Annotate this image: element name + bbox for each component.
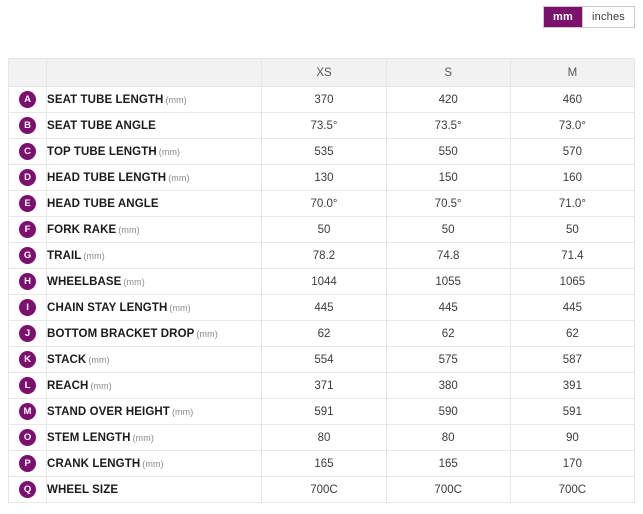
row-badge-cell (9, 243, 47, 269)
row-label: TRAIL (47, 249, 82, 262)
row-value-xs: 73.5° (262, 113, 386, 139)
row-label: SEAT TUBE LENGTH (47, 93, 164, 106)
row-value-m: 71.0° (510, 191, 634, 217)
row-unit: (mm) (132, 432, 154, 443)
row-badge-cell (9, 399, 47, 425)
row-badge-cell (9, 321, 47, 347)
row-label-cell (47, 321, 262, 347)
row-value-m: 700C (510, 477, 634, 503)
row-badge: J (19, 325, 36, 342)
row-value-s: 50 (386, 217, 510, 243)
row-badge: E (19, 195, 36, 212)
row-badge: G (19, 247, 36, 264)
row-unit: (mm) (123, 276, 145, 287)
table-row (9, 347, 635, 373)
row-label-cell (47, 269, 262, 295)
row-value-m: 1065 (510, 269, 634, 295)
table-row (9, 295, 635, 321)
row-value-s: 380 (386, 373, 510, 399)
table-row (9, 451, 635, 477)
row-unit: (mm) (142, 458, 164, 469)
row-label-cell (47, 243, 262, 269)
table-row (9, 217, 635, 243)
row-badge-cell (9, 295, 47, 321)
row-unit: (mm) (168, 172, 190, 183)
table-row (9, 87, 635, 113)
row-label-cell (47, 373, 262, 399)
row-unit: (mm) (83, 250, 105, 261)
row-value-xs: 62 (262, 321, 386, 347)
row-value-m: 591 (510, 399, 634, 425)
row-value-xs: 700C (262, 477, 386, 503)
row-unit: (mm) (171, 406, 194, 417)
row-badge: O (19, 429, 36, 446)
row-label-cell (47, 139, 262, 165)
unit-toggle-mm[interactable]: mm (544, 7, 582, 27)
row-unit: (mm) (158, 146, 181, 157)
row-value-xs: 445 (262, 295, 386, 321)
row-badge: H (19, 273, 36, 290)
row-value-xs: 371 (262, 373, 386, 399)
row-label: STACK (47, 353, 87, 366)
row-badge-cell (9, 347, 47, 373)
table-row (9, 321, 635, 347)
row-value-m: 90 (510, 425, 634, 451)
row-value-xs: 70.0° (262, 191, 386, 217)
table-row (9, 399, 635, 425)
row-unit: (mm) (90, 380, 112, 391)
row-label: BOTTOM BRACKET DROP (47, 327, 195, 340)
row-badge-cell (9, 217, 47, 243)
row-badge: F (19, 221, 36, 238)
row-value-m: 587 (510, 347, 634, 373)
row-badge: Q (19, 481, 36, 498)
row-label-cell (47, 217, 262, 243)
row-label: WHEELBASE (47, 275, 122, 288)
row-badge: B (19, 117, 36, 134)
row-badge-cell (9, 191, 47, 217)
row-value-s: 165 (386, 451, 510, 477)
row-label: HEAD TUBE LENGTH (47, 171, 167, 184)
row-value-s: 700C (386, 477, 510, 503)
row-unit: (mm) (196, 328, 218, 339)
row-value-m: 445 (510, 295, 634, 321)
row-value-m: 391 (510, 373, 634, 399)
row-label-cell (47, 113, 262, 139)
row-value-s: 1055 (386, 269, 510, 295)
row-unit: (mm) (169, 302, 191, 313)
table-row (9, 165, 635, 191)
row-label-cell (47, 347, 262, 373)
row-label: SEAT TUBE ANGLE (47, 119, 156, 132)
row-badge-cell (9, 477, 47, 503)
row-value-s: 550 (386, 139, 510, 165)
unit-toggle-inches[interactable]: inches (582, 7, 634, 27)
row-label: TOP TUBE LENGTH (47, 145, 157, 158)
row-badge: A (19, 91, 36, 108)
row-value-m: 62 (510, 321, 634, 347)
row-value-s: 62 (386, 321, 510, 347)
row-badge-cell (9, 425, 47, 451)
table-row (9, 191, 635, 217)
row-value-s: 74.8 (386, 243, 510, 269)
row-label-cell (47, 87, 262, 113)
row-label-cell (47, 191, 262, 217)
table-row (9, 113, 635, 139)
row-value-xs: 130 (262, 165, 386, 191)
row-label-cell (47, 425, 262, 451)
row-badge: P (19, 455, 36, 472)
row-badge-cell (9, 87, 47, 113)
column-header-badge (9, 59, 47, 87)
row-label: WHEEL SIZE (47, 483, 119, 496)
row-value-m: 460 (510, 87, 634, 113)
row-label-cell (47, 165, 262, 191)
row-label: CHAIN STAY LENGTH (47, 301, 168, 314)
row-value-xs: 370 (262, 87, 386, 113)
row-value-xs: 50 (262, 217, 386, 243)
row-value-s: 590 (386, 399, 510, 425)
row-label: STAND OVER HEIGHT (47, 405, 170, 418)
row-badge: L (19, 377, 36, 394)
row-value-xs: 80 (262, 425, 386, 451)
row-badge-cell (9, 373, 47, 399)
row-badge-cell (9, 451, 47, 477)
row-value-xs: 78.2 (262, 243, 386, 269)
row-value-m: 73.0° (510, 113, 634, 139)
row-badge: K (19, 351, 36, 368)
row-badge-cell (9, 165, 47, 191)
table-row (9, 425, 635, 451)
row-value-m: 570 (510, 139, 634, 165)
row-label: REACH (47, 379, 89, 392)
row-value-m: 160 (510, 165, 634, 191)
row-label-cell (47, 399, 262, 425)
table-row (9, 477, 635, 503)
row-badge: C (19, 143, 36, 160)
row-value-xs: 535 (262, 139, 386, 165)
row-value-m: 170 (510, 451, 634, 477)
row-value-s: 575 (386, 347, 510, 373)
row-value-s: 70.5° (386, 191, 510, 217)
row-value-xs: 1044 (262, 269, 386, 295)
unit-toggle[interactable] (543, 6, 635, 28)
column-header-size-xs: XS (262, 59, 386, 87)
row-unit: (mm) (118, 224, 140, 235)
column-header-measurement (47, 59, 262, 87)
row-unit: (mm) (88, 354, 110, 365)
row-label: STEM LENGTH (47, 431, 131, 444)
row-label-cell (47, 451, 262, 477)
column-header-size-s: S (386, 59, 510, 87)
row-badge: I (19, 299, 36, 316)
row-badge-cell (9, 269, 47, 295)
table-header-row (9, 59, 635, 87)
table-row (9, 373, 635, 399)
row-value-s: 150 (386, 165, 510, 191)
row-value-s: 80 (386, 425, 510, 451)
geometry-table (8, 58, 635, 503)
table-row (9, 269, 635, 295)
row-value-s: 445 (386, 295, 510, 321)
row-value-m: 50 (510, 217, 634, 243)
row-label: HEAD TUBE ANGLE (47, 197, 159, 210)
row-badge-cell (9, 113, 47, 139)
table-body (9, 87, 635, 503)
row-badge: D (19, 169, 36, 186)
table-row (9, 139, 635, 165)
column-header-size-m: M (510, 59, 634, 87)
row-label: FORK RAKE (47, 223, 117, 236)
row-value-xs: 554 (262, 347, 386, 373)
row-value-s: 420 (386, 87, 510, 113)
table-header (9, 59, 635, 87)
row-badge: M (19, 403, 36, 420)
row-label-cell (47, 295, 262, 321)
row-value-m: 71.4 (510, 243, 634, 269)
table-row (9, 243, 635, 269)
row-value-xs: 591 (262, 399, 386, 425)
row-unit: (mm) (165, 94, 187, 105)
row-badge-cell (9, 139, 47, 165)
row-value-xs: 165 (262, 451, 386, 477)
row-label: CRANK LENGTH (47, 457, 141, 470)
row-label-cell (47, 477, 262, 503)
row-value-s: 73.5° (386, 113, 510, 139)
